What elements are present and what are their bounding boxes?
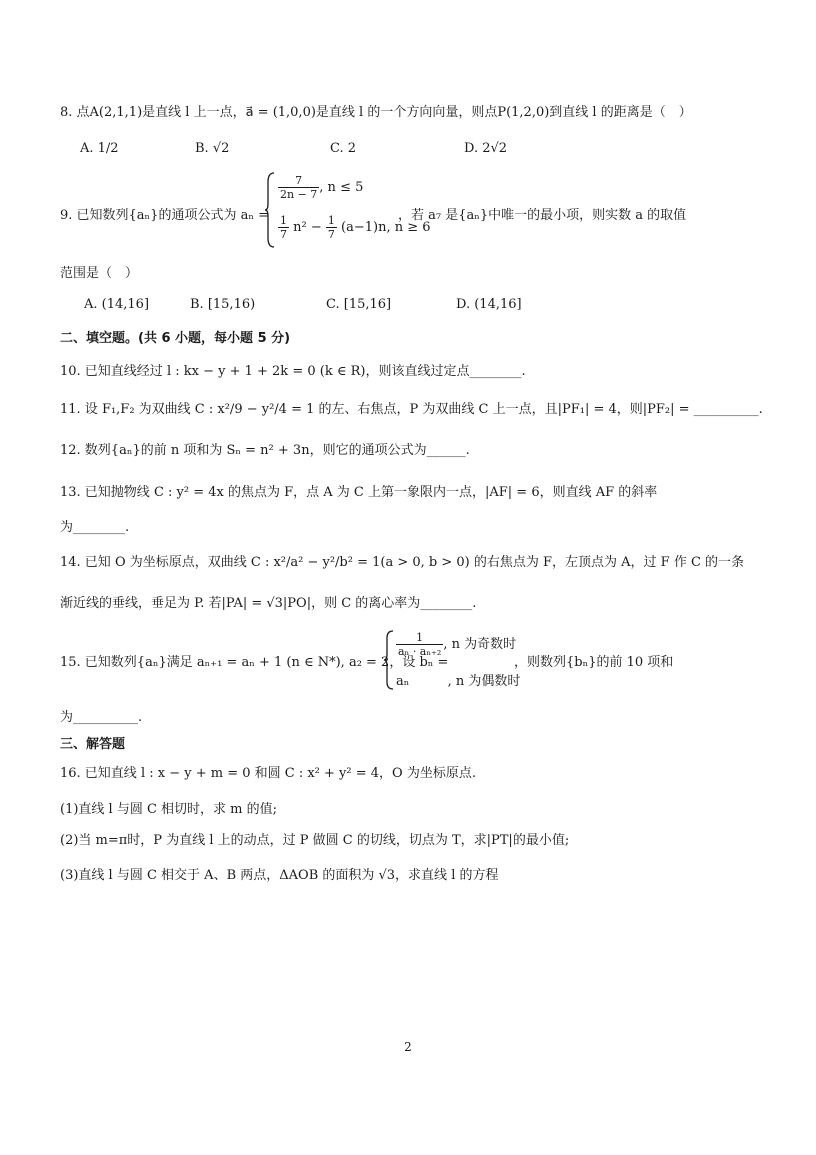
q16-part3: (3)直线 l 与圆 C 相交于 A、B 两点，ΔAOB 的面积为 √3，求直线 l 的方程	[60, 868, 499, 883]
q9-case1-num: 7	[278, 174, 319, 188]
q15-case1-cond: , n 为奇数时	[443, 637, 517, 652]
q8-stem: 8. 点A(2,1,1)是直线 l 上一点，a⃗ = (1,0,0)是直线 l 的一个方向向量，则点P(1,2,0)到直线 l 的距离是（ ）	[60, 105, 692, 120]
q15-case1	[396, 631, 516, 658]
q9-case1-den: 2n − 7	[280, 188, 318, 201]
q16-part1: (1)直线 l 与圆 C 相切时，求 m 的值;	[60, 802, 278, 817]
q9-case2-minus: n² −	[293, 220, 322, 235]
q16-part2: (2)当 m=π时，P 为直线 l 上的动点，过 P 做圆 C 的切线，切点为 T，求|PT|的最小值;	[60, 833, 570, 848]
q9-case1-fraction	[278, 174, 319, 201]
q9-case1	[278, 174, 363, 201]
q15-case1-num: 1	[396, 631, 443, 645]
q9-case2-f1d: 7	[280, 228, 287, 241]
q9-option-a: A. (14,16]	[84, 297, 150, 312]
q9-case2-rest: (a−1)n, n ≥ 6	[341, 220, 431, 235]
q15-case2-cond: , n 为偶数时	[447, 674, 521, 689]
q9-suffix: ，若 a₇ 是{aₙ}中唯一的最小项，则实数 a 的取值	[398, 208, 687, 223]
q9-case2-frac1	[278, 214, 289, 241]
q9-option-d: D. (14,16]	[456, 297, 522, 312]
q8-option-b: B. √2	[195, 141, 230, 156]
q13-line2: 为________.	[60, 520, 130, 535]
q15-case2-expr: aₙ	[396, 674, 410, 689]
q10: 10. 已知直线经过 l : kx − y + 1 + 2k = 0 (k ∈ R)，则该直线过定点________.	[60, 364, 526, 379]
q14-line1: 14. 已知 O 为坐标原点，双曲线 C : x²/a² − y²/b² = 1(a > 0, b > 0) 的右焦点为 F，左顶点为 A，过 F 作 C 的一条	[60, 555, 745, 570]
q15-case2	[396, 670, 520, 689]
q9-prefix: 9. 已知数列{aₙ}的通项公式为 aₙ =	[60, 208, 269, 223]
q8-option-d: D. 2√2	[464, 141, 508, 156]
q14-line2: 渐近线的垂线，垂足为 P. 若|PA| = √3|PO|，则 C 的离心率为________.	[60, 596, 477, 611]
q16-stem: 16. 已知直线 l : x − y + m = 0 和圆 C : x² + y² = 4，O 为坐标原点.	[60, 766, 476, 781]
q8-option-c: C. 2	[330, 141, 357, 156]
q9-case2-f1: 1	[280, 214, 287, 227]
q9-case2-f2: 1	[327, 214, 335, 227]
q9-case1-cond: , n ≤ 5	[319, 180, 364, 195]
page-number: 2	[404, 1040, 412, 1054]
section-3-title: 三、解答题	[60, 737, 126, 752]
q15-case1-fraction	[396, 631, 443, 658]
q8-option-a: A. 1/2	[80, 141, 119, 156]
q9-option-c: C. [15,16]	[326, 297, 392, 312]
q9-line2: 范围是（ ）	[60, 266, 139, 281]
q9-option-b: B. [15,16)	[190, 297, 256, 312]
q11: 11. 设 F₁,F₂ 为双曲线 C : x²/9 − y²/4 = 1 的左、右焦点，P 为双曲线 C 上一点，且|PF₁| = 4，则|PF₂| = __________.	[60, 402, 763, 417]
q15-suffix: ，则数列{bₙ}的前 10 项和	[514, 655, 674, 670]
q9-brace	[265, 172, 275, 248]
q9-case2-f2d: 7	[327, 228, 335, 241]
section-2-title: 二、填空题。(共 6 小题，每小题 5 分)	[60, 331, 291, 346]
q15-brace	[384, 630, 394, 690]
q15-line2: 为__________.	[60, 710, 143, 725]
q12: 12. 数列{aₙ}的前 n 项和为 Sₙ = n² + 3n，则它的通项公式为______.	[60, 443, 470, 458]
q13-line1: 13. 已知抛物线 C : y² = 4x 的焦点为 F，点 A 为 C 上第一象限内一点，|AF| = 6，则直线 AF 的斜率	[60, 485, 658, 500]
q15-prefix: 15. 已知数列{aₙ}满足 aₙ₊₁ = aₙ + 1 (n ∈ N*), a₂ = 2，设 bₙ =	[60, 655, 449, 670]
q15-case1-den: aₙ · aₙ₊₂	[398, 645, 442, 658]
q9-case2-frac2	[326, 214, 337, 241]
